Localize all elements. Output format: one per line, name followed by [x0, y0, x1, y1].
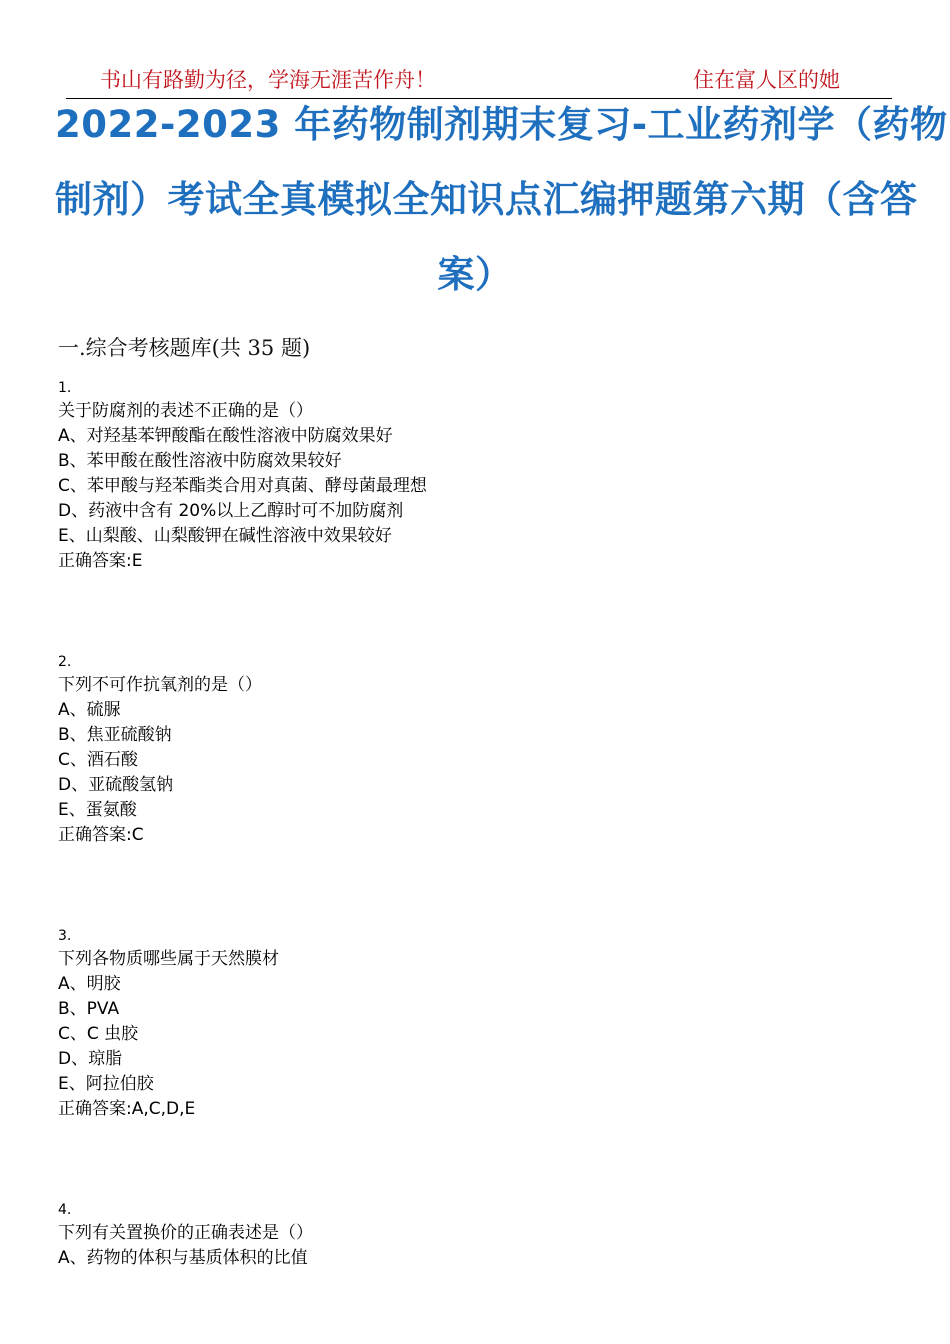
option-b: B、苯甲酸在酸性溶液中防腐效果较好: [58, 451, 342, 471]
option-d: D、亚硫酸氢钠: [58, 775, 174, 795]
option-c: C、酒石酸: [58, 750, 138, 770]
option-d: D、琼脂: [58, 1049, 123, 1069]
header-author: 住在富人区的她: [693, 68, 840, 92]
option-d: D、药液中含有 20%以上乙醇时可不加防腐剂: [58, 501, 404, 521]
question-stem: 下列有关置换价的正确表述是（）: [58, 1223, 313, 1243]
option-e: E、山梨酸、山梨酸钾在碱性溶液中效果较好: [58, 526, 392, 546]
option-a: A、药物的体积与基质体积的比值: [58, 1248, 308, 1268]
option-e: E、阿拉伯胶: [58, 1074, 154, 1094]
option-a: A、明胶: [58, 974, 121, 994]
question-2: [58, 653, 262, 848]
correct-answer: 正确答案:A,C,D,E: [58, 1099, 196, 1119]
option-a: A、硫脲: [58, 700, 121, 720]
question-number: 3.: [58, 928, 72, 944]
question-stem: 关于防腐剂的表述不正确的是（）: [58, 401, 313, 421]
section-heading: 一.综合考核题库(共 35 题): [58, 336, 311, 360]
option-b: B、PVA: [58, 999, 120, 1019]
question-number: 4.: [58, 1202, 72, 1218]
question-1: [58, 379, 427, 574]
correct-answer: 正确答案:C: [58, 825, 144, 845]
question-stem: 下列各物质哪些属于天然膜材: [58, 949, 279, 969]
question-3: [58, 927, 279, 1122]
header-motto: 书山有路勤为径，学海无涯苦作舟！: [100, 68, 436, 92]
title-line-2: 制剂）考试全真模拟全知识点汇编押题第六期（含答: [55, 178, 918, 221]
option-c: C、C 虫胶: [58, 1024, 139, 1044]
question-stem: 下列不可作抗氧剂的是（）: [58, 675, 262, 695]
option-c: C、苯甲酸与羟苯酯类合用对真菌、酵母菌最理想: [58, 476, 427, 496]
option-e: E、蛋氨酸: [58, 800, 137, 820]
title-line-1: 2022-2023 年药物制剂期末复习-工业药剂学（药物: [55, 103, 948, 146]
document-title: [55, 87, 948, 312]
question-number: 1.: [58, 380, 72, 396]
option-a: A、对羟基苯钾酸酯在酸性溶液中防腐效果好: [58, 426, 393, 446]
question-number: 2.: [58, 654, 72, 670]
correct-answer: 正确答案:E: [58, 551, 143, 571]
question-4: [58, 1201, 313, 1271]
title-line-3: 案）: [437, 253, 513, 296]
option-b: B、焦亚硫酸钠: [58, 725, 172, 745]
